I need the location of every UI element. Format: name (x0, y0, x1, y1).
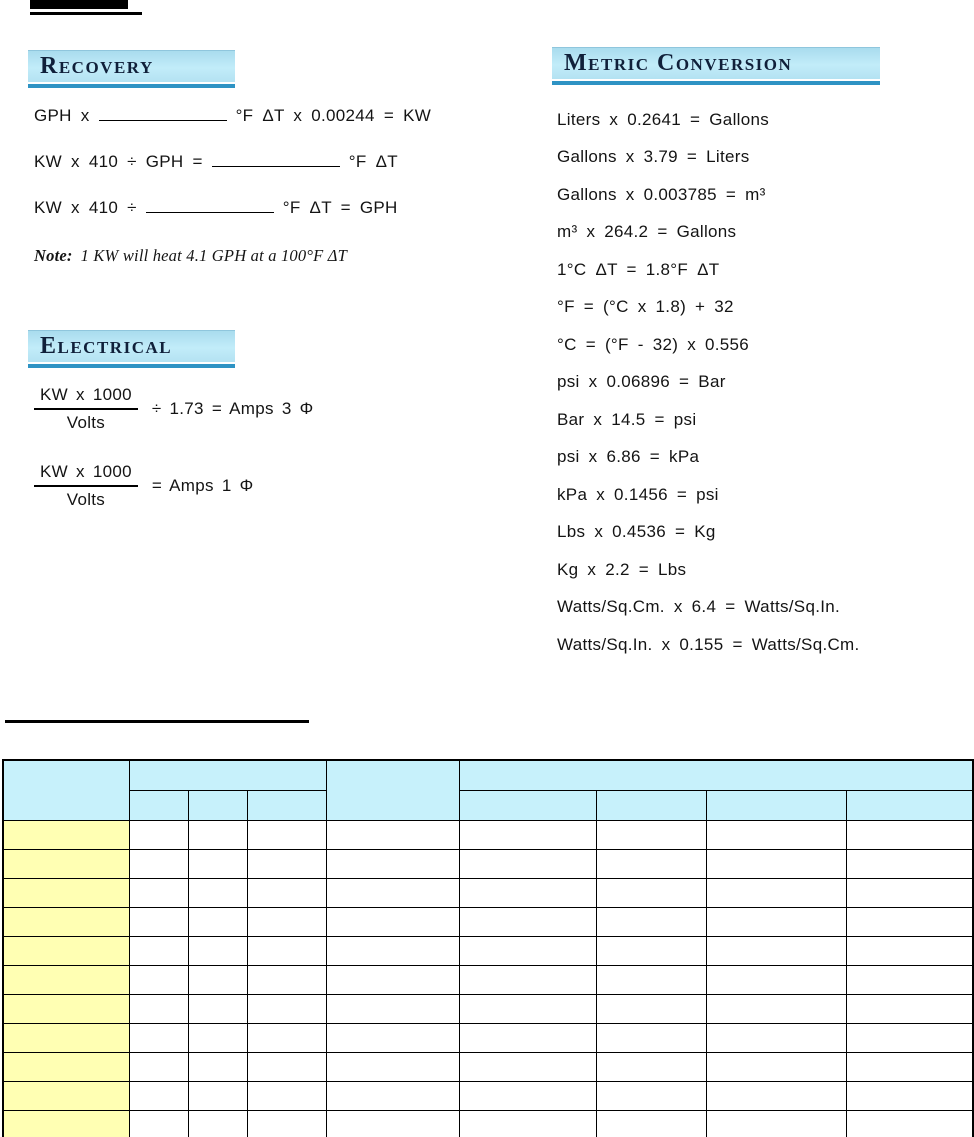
value-cell (129, 1081, 188, 1110)
value-cell (459, 965, 596, 994)
value-cell (326, 1110, 459, 1137)
row-label-cell (3, 1052, 129, 1081)
conversion-line: Bar x 14.5 = psi (557, 409, 697, 429)
conversion-line: kPa x 0.1456 = psi (557, 484, 719, 504)
value-cell (846, 907, 973, 936)
conversion-line: psi x 6.86 = kPa (557, 447, 700, 467)
conversion-line: Watts/Sq.In. x 0.155 = Watts/Sq.Cm. (557, 634, 860, 654)
value-cell (129, 1023, 188, 1052)
data-table-header (3, 760, 973, 820)
row-label-cell (3, 820, 129, 849)
value-cell (129, 936, 188, 965)
value-cell (129, 994, 188, 1023)
value-cell (459, 994, 596, 1023)
note-label: Note: (34, 246, 73, 265)
electrical-banner (28, 330, 235, 368)
header-row-1 (3, 760, 973, 790)
recovery-formula-1 (34, 106, 431, 126)
value-cell (188, 965, 247, 994)
conversion-line: m³ x 264.2 = Gallons (557, 222, 737, 242)
value-cell (326, 965, 459, 994)
table-row (3, 878, 973, 907)
row-label-cell (3, 1023, 129, 1052)
table-row (3, 1023, 973, 1052)
header-cell (3, 760, 129, 820)
recovery-note (34, 246, 347, 266)
value-cell (846, 936, 973, 965)
value-cell (326, 1023, 459, 1052)
formula-text: KW x 410 ÷ GPH = (34, 152, 203, 171)
conversion-line: 1°C ΔT = 1.8°F ΔT (557, 259, 720, 279)
value-cell (846, 965, 973, 994)
value-cell (326, 1081, 459, 1110)
metric-conversion-list (557, 101, 860, 664)
electrical-banner-bg (28, 330, 235, 362)
value-cell (846, 1052, 973, 1081)
value-cell (247, 1052, 326, 1081)
recovery-banner (28, 50, 235, 88)
cropped-page-title-underline (30, 12, 142, 15)
formula-text: °F ΔT (348, 152, 398, 171)
value-cell (326, 994, 459, 1023)
row-label-cell (3, 1081, 129, 1110)
value-cell (188, 1110, 247, 1137)
value-cell (596, 1023, 706, 1052)
metric-conversion-banner (552, 47, 880, 85)
header-subcell (247, 790, 326, 820)
value-cell (188, 1052, 247, 1081)
value-cell (247, 965, 326, 994)
formula-text: °F ΔT = GPH (282, 198, 398, 217)
value-cell (846, 1023, 973, 1052)
table-row (3, 1081, 973, 1110)
fraction-numerator: KW x 1000 (34, 462, 138, 487)
value-cell (596, 994, 706, 1023)
value-cell (459, 820, 596, 849)
value-cell (247, 994, 326, 1023)
value-cell (459, 936, 596, 965)
header-group-cell (459, 760, 973, 790)
fraction (34, 462, 138, 510)
value-cell (188, 994, 247, 1023)
header-group-cell (129, 760, 326, 790)
conversion-line: Kg x 2.2 = Lbs (557, 559, 687, 579)
value-cell (129, 820, 188, 849)
value-cell (706, 965, 846, 994)
value-cell (596, 1110, 706, 1137)
value-cell (129, 1110, 188, 1137)
table-row (3, 936, 973, 965)
value-cell (459, 907, 596, 936)
data-table (2, 759, 974, 1137)
value-cell (846, 878, 973, 907)
value-cell (706, 907, 846, 936)
value-cell (326, 849, 459, 878)
header-row-2 (3, 790, 973, 820)
recovery-formula-2 (34, 152, 398, 172)
table-row (3, 1110, 973, 1137)
row-label-cell (3, 994, 129, 1023)
value-cell (247, 1081, 326, 1110)
row-label-cell (3, 1110, 129, 1137)
value-cell (326, 1052, 459, 1081)
metric-conversion-banner-rule (552, 81, 880, 85)
fill-in-blank (146, 198, 274, 213)
fill-in-blank (99, 106, 227, 121)
value-cell (706, 1110, 846, 1137)
header-subcell (129, 790, 188, 820)
formula-text: °F ΔT x 0.00244 = KW (235, 106, 432, 125)
value-cell (596, 1081, 706, 1110)
value-cell (459, 878, 596, 907)
value-cell (459, 1110, 596, 1137)
table-row (3, 820, 973, 849)
value-cell (129, 849, 188, 878)
header-cell (326, 760, 459, 820)
value-cell (596, 936, 706, 965)
table-title-rule (5, 720, 309, 723)
value-cell (459, 1023, 596, 1052)
value-cell (596, 907, 706, 936)
value-cell (846, 849, 973, 878)
value-cell (129, 878, 188, 907)
table-row (3, 849, 973, 878)
value-cell (846, 820, 973, 849)
value-cell (247, 936, 326, 965)
fraction (34, 385, 138, 433)
value-cell (188, 878, 247, 907)
recovery-formula-3 (34, 198, 398, 218)
value-cell (247, 878, 326, 907)
value-cell (706, 1052, 846, 1081)
value-cell (846, 1081, 973, 1110)
value-cell (596, 820, 706, 849)
electrical-title: Electrical (40, 333, 173, 359)
conversion-line: Watts/Sq.Cm. x 6.4 = Watts/Sq.In. (557, 597, 841, 617)
value-cell (188, 1023, 247, 1052)
header-subcell (846, 790, 973, 820)
value-cell (326, 907, 459, 936)
value-cell (188, 820, 247, 849)
value-cell (129, 1052, 188, 1081)
value-cell (706, 878, 846, 907)
header-subcell (596, 790, 706, 820)
metric-conversion-title: Metric Conversion (564, 50, 793, 76)
value-cell (706, 936, 846, 965)
recovery-banner-bg (28, 50, 235, 82)
value-cell (846, 994, 973, 1023)
value-cell (247, 907, 326, 936)
value-cell (596, 849, 706, 878)
value-cell (596, 1052, 706, 1081)
fraction-denominator: Volts (66, 490, 106, 509)
cropped-page-title (30, 0, 128, 9)
value-cell (459, 1052, 596, 1081)
row-label-cell (3, 936, 129, 965)
value-cell (596, 965, 706, 994)
value-cell (188, 907, 247, 936)
header-subcell (706, 790, 846, 820)
formula-text: GPH x (34, 106, 90, 125)
conversion-line: Gallons x 3.79 = Liters (557, 147, 750, 167)
table-row (3, 994, 973, 1023)
value-cell (247, 820, 326, 849)
electrical-formula-2 (34, 462, 254, 510)
header-subcell (459, 790, 596, 820)
electrical-formula-1 (34, 385, 313, 433)
formula-text: = Amps 1 Φ (151, 476, 254, 495)
formula-text: KW x 410 ÷ (34, 198, 137, 217)
value-cell (706, 1023, 846, 1052)
value-cell (247, 1110, 326, 1137)
recovery-banner-rule (28, 84, 235, 88)
value-cell (326, 936, 459, 965)
electrical-banner-rule (28, 364, 235, 368)
fraction-numerator: KW x 1000 (34, 385, 138, 410)
value-cell (459, 1081, 596, 1110)
value-cell (247, 849, 326, 878)
recovery-title: Recovery (40, 53, 154, 79)
table-row (3, 1052, 973, 1081)
fill-in-blank (212, 152, 340, 167)
row-label-cell (3, 907, 129, 936)
value-cell (326, 878, 459, 907)
value-cell (129, 965, 188, 994)
value-cell (326, 820, 459, 849)
table-row (3, 907, 973, 936)
value-cell (706, 849, 846, 878)
row-label-cell (3, 849, 129, 878)
value-cell (459, 849, 596, 878)
row-label-cell (3, 965, 129, 994)
value-cell (188, 936, 247, 965)
conversion-line: °C = (°F - 32) x 0.556 (557, 334, 750, 354)
row-label-cell (3, 878, 129, 907)
formula-text: ÷ 1.73 = Amps 3 Φ (151, 399, 314, 418)
note-text: 1 KW will heat 4.1 GPH at a 100°F ΔT (80, 246, 347, 265)
fraction-denominator: Volts (66, 413, 106, 432)
value-cell (188, 849, 247, 878)
table-row (3, 965, 973, 994)
conversion-line: psi x 0.06896 = Bar (557, 372, 726, 392)
value-cell (596, 878, 706, 907)
metric-conversion-banner-bg (552, 47, 880, 79)
value-cell (129, 907, 188, 936)
value-cell (706, 1081, 846, 1110)
conversion-line: °F = (°C x 1.8) + 32 (557, 297, 734, 317)
value-cell (247, 1023, 326, 1052)
conversion-line: Lbs x 0.4536 = Kg (557, 522, 716, 542)
value-cell (188, 1081, 247, 1110)
value-cell (846, 1110, 973, 1137)
conversion-line: Liters x 0.2641 = Gallons (557, 109, 770, 129)
header-subcell (188, 790, 247, 820)
value-cell (706, 994, 846, 1023)
value-cell (706, 820, 846, 849)
conversion-line: Gallons x 0.003785 = m³ (557, 184, 766, 204)
data-table-body (3, 820, 973, 1137)
